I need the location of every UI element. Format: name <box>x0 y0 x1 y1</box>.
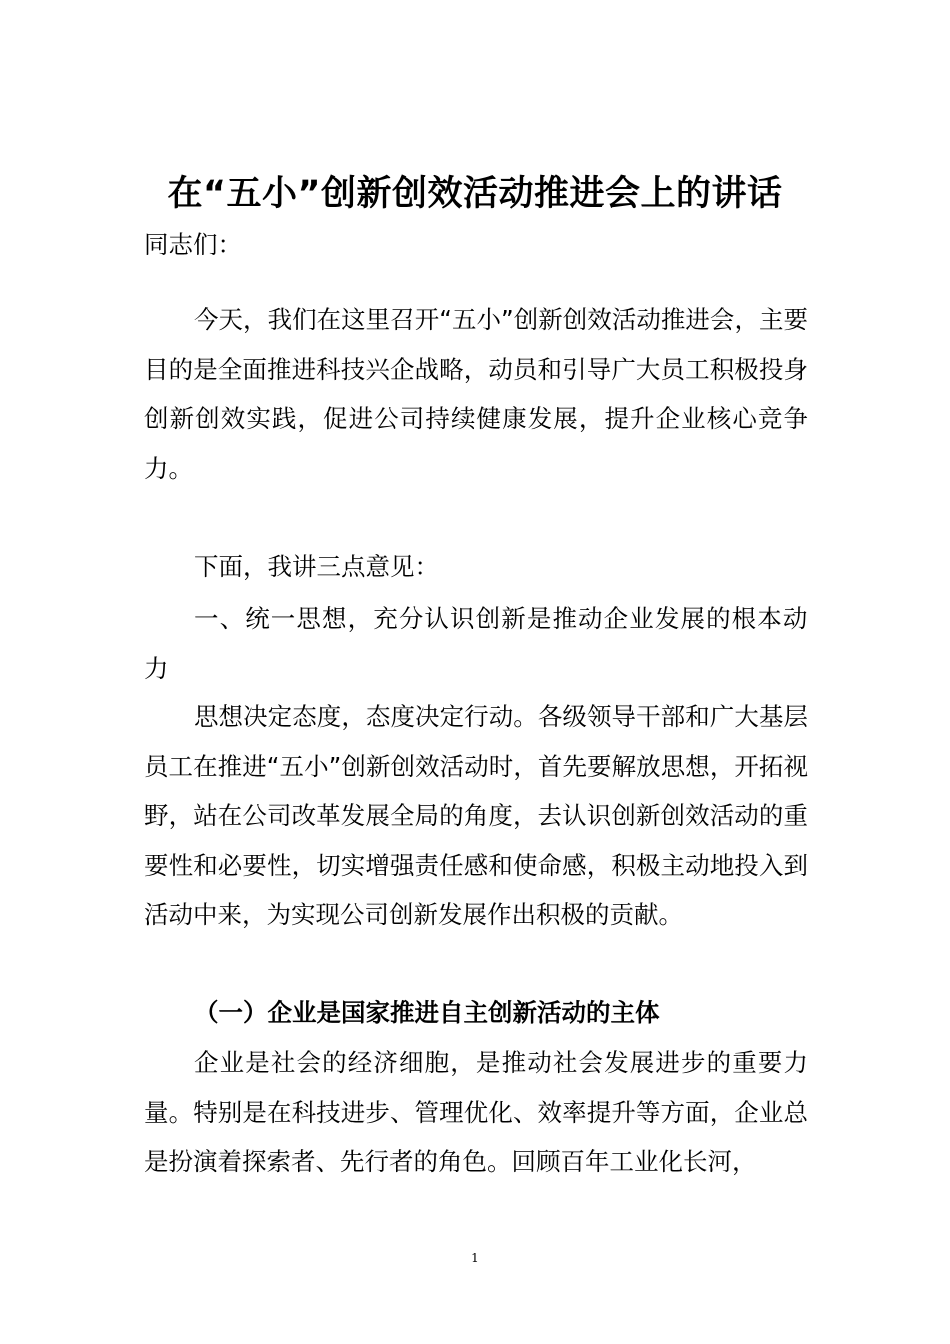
section-heading-1: 一、统一思想，充分认识创新是推动企业发展的根本动力 <box>144 604 808 683</box>
paragraph-subsection-1: 企业是社会的经济细胞，是推动社会发展进步的重要力量。特别是在科技进步、管理优化、效率提升等方面，企业总是扮演着探索者、先行者的角色。回顾百年工业化长河， <box>144 1048 808 1176</box>
subsection-heading-1: （一）企业是国家推进自主创新活动的主体 <box>194 998 660 1027</box>
document-title: 在“五小”创新创效活动推进会上的讲话 <box>167 174 783 214</box>
paragraph-intro: 今天，我们在这里召开“五小”创新创效活动推进会，主要目的是全面推进科技兴企战略，动员和引导广大员工积极投身创新创效实践，促进公司持续健康发展，提升企业核心竞争力。 <box>144 305 808 483</box>
salutation: 同志们： <box>144 230 242 259</box>
paragraph-outline: 下面，我讲三点意见： <box>194 552 439 581</box>
page-number: 1 <box>471 1251 479 1265</box>
paragraph-section-1: 思想决定态度，态度决定行动。各级领导干部和广大基层员工在推进“五小”创新创效活动时，首先要解放思想，开拓视野，站在公司改革发展全局的角度，去认识创新创效活动的重要性和必要性，切实增强责任感和使命感，积极主动地投入到活动中来，为实现公司创新发展作出积极的贡献。 <box>144 702 808 929</box>
